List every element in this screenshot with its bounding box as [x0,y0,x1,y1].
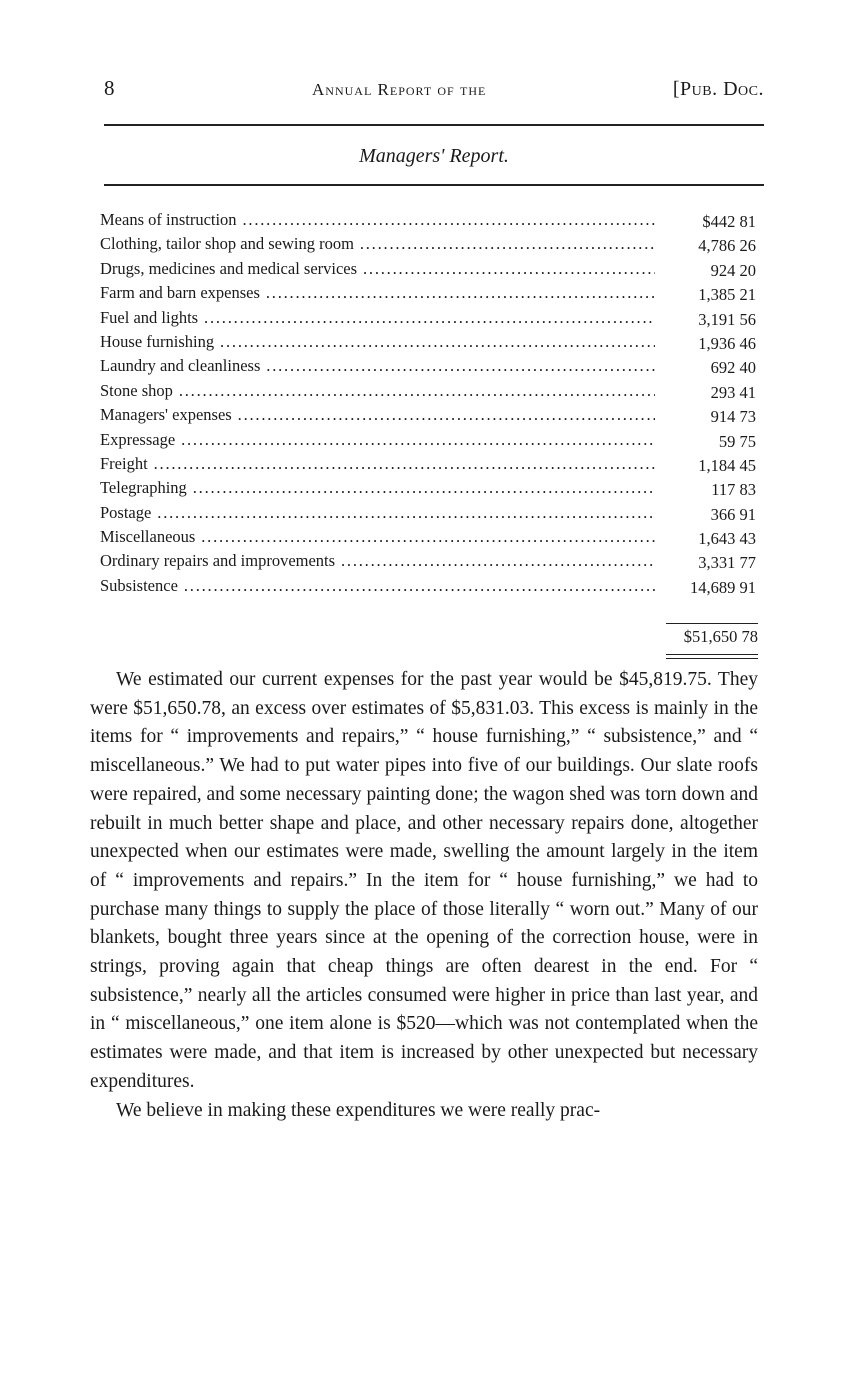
sum-rule [666,623,758,624]
expense-row [100,525,764,549]
expense-amount: 4,786 26 [698,236,756,256]
expense-row [100,574,764,598]
double-rule-upper [666,654,758,655]
expense-label: Ordinary repairs and improvements ..... [100,549,655,573]
total-amount: $51,650 78 [683,627,758,646]
paragraph: We estimated our current expenses for the past year would be $45,819.75. They were $51,650.78, an excess over estimates of $5,831.03. This excess is mainly in the items for “ improvements and repairs,” “ house furnishing,” “ subsistence,” and “ miscellaneous.” We had to put water pipes into five of our buildings. Our slate roofs were repaired, and some necessary painting done; the wagon shed was torn down and rebuilt in much better shape and place, and other necessary repairs done, altogether unexpected when our estimates were made, swelling the amount largely in the item of “ improvements and repairs.” In the item for “ house furnishing,” we had to purchase many things to supply the place of those literally “ worn out.” Many of our blankets, bought three years since at the opening of the correction house, were in strings, proving again that cheap things are often dearest in the end. For “ subsistence,” nearly all the articles consumed were higher in price than last year, and in “ miscellaneous,” one item alone is $520—which was not contemplated when the estimates were made, and that item is increased by other unexpected but necessary expenditures. [90,669,758,1092]
expense-label: Farm and barn expenses ..... [100,281,655,305]
expense-amount: 1,184 45 [698,455,756,475]
expense-label: House furnishing ..... [100,330,655,354]
running-title: Annual Report of the [312,80,487,99]
expense-amount: 117 83 [711,480,756,500]
document-reference: [Pub. Doc. [672,78,764,100]
expense-row [100,232,764,256]
section-title: Managers' Report. [359,145,509,167]
expense-row [100,281,764,305]
expense-amount: 14,689 91 [690,577,756,597]
expense-amount: $442 81 [702,212,756,231]
expense-table [100,208,764,598]
expense-label: Freight ..... [100,452,655,476]
expense-row [100,208,764,232]
expense-amount: 924 20 [710,260,756,280]
body-text [90,666,758,1125]
expense-label: Drugs, medicines and medical services ..... [100,257,655,281]
expense-row [100,501,764,525]
expense-amount: 3,331 77 [698,553,756,573]
double-rule-lower [666,658,758,659]
expense-amount: 3,191 56 [698,309,756,329]
expense-row [100,306,764,330]
expense-label: Telegraphing ..... [100,476,655,500]
expense-amount: 59 75 [718,431,756,451]
expense-label: Laundry and cleanliness ..... [100,354,655,378]
expense-label: Expressage ..... [100,428,655,452]
expense-row [100,257,764,281]
expense-row [100,379,764,403]
expense-row [100,428,764,452]
expense-label: Miscellaneous ..... [100,525,655,549]
expense-row [100,549,764,573]
expense-label: Fuel and lights ..... [100,306,655,330]
expense-label: Clothing, tailor shop and sewing room ..... [100,232,655,256]
expense-amount: 692 40 [710,358,756,378]
expense-row [100,330,764,354]
expense-amount: 1,385 21 [698,285,756,305]
expense-amount: 1,643 43 [698,529,756,549]
title-rule [104,184,764,186]
expense-amount: 366 91 [710,504,756,524]
top-rule [104,124,764,126]
expense-amount: 914 73 [710,407,756,427]
expense-row [100,354,764,378]
expense-label: Stone shop ..... [100,379,655,403]
expense-row [100,452,764,476]
expense-row [100,403,764,427]
expense-label: Means of instruction ..... [100,208,655,232]
page-header [104,72,764,112]
expense-row [100,476,764,500]
page-number: 8 [104,76,115,100]
expense-amount: 1,936 46 [698,333,756,353]
expense-label: Subsistence ..... [100,574,655,598]
expense-label: Managers' expenses ..... [100,403,655,427]
expense-label: Postage ..... [100,501,655,525]
paragraph: We believe in making these expenditures we were really prac- [116,1099,601,1121]
expense-amount: 293 41 [710,382,756,402]
